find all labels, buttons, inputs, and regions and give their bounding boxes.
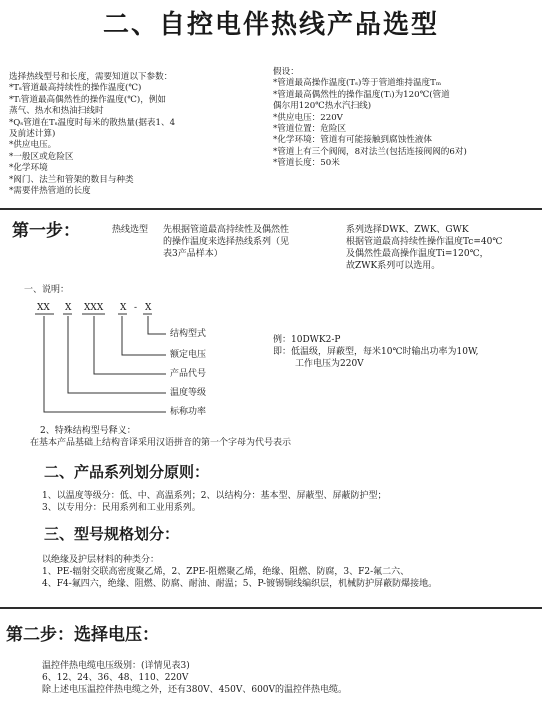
param-line: *化学环境 [9,163,48,174]
series-line: 根据管道最高持续性操作温度Tc=40℃ [346,237,503,247]
param-line: *阀门、法兰和管架的数目与种类 [9,174,134,185]
series-line: 及偶然性最高操作温度Ti=120℃， [346,249,489,259]
code-group: - [134,303,138,313]
assumption-line: 假设： [273,67,299,77]
step2-body [42,660,347,696]
code-item: 标称功率 [170,407,207,417]
voltage-line: 温控伴热电缆电压级别：(详情见表3) [42,661,190,671]
section2-body [42,490,386,514]
section3-line: 4、F4-氟四六，绝缘、阻燃、防腐、耐油、耐温；5、P-镀锡铜线编织层，机械防护屏蔽防爆接地。 [42,579,438,589]
desc-line: 的操作温度来选择热线系列（见 [163,237,290,247]
section2-heading: 二、产品系列划分原则： [44,463,210,481]
section3-heading: 三、型号规格划分： [44,525,180,543]
param-line: *Tₛ管道最高持续性的操作温度(℃) [9,83,142,94]
param-line: *一般区或危险区 [9,151,74,162]
param-line: 选择热线型号和长度，需要知道以下参数： [9,72,173,82]
param-line: *供应电压。 [9,140,57,151]
page-title: 二、自控电伴热线产品选型 [102,10,439,40]
code-item: 温度等级 [170,388,207,398]
special-structure [30,425,291,449]
example-line: 即：低温级，屏蔽型，每米10℃时输出功率为10W, [273,347,479,357]
code-item: 结构型式 [170,329,207,339]
param-line: *Tᵢ管道最高偶然性的操作温度(℃)，例如 [9,94,166,105]
step1-heading: 第一步： [12,221,80,241]
series-line: 故ZWK系列可以选用。 [346,261,441,271]
code-group: X [65,303,72,313]
section3-line: 1、PE-辐射交联高密度聚乙烯，2、ZPE-阻燃聚乙烯，绝缘、阻燃、防腐，3、F2-氟二六、 [42,567,410,577]
model-example [273,334,479,370]
assumption-line: *管道位置：危险区 [273,124,347,135]
assumption-line: 偶尔用120℃热水汽扫线) [273,101,372,112]
param-line: *Qₛ管道在Tₛ温度时每米的散热量(据表1、4 [9,117,176,128]
param-line: 及前述计算) [9,129,56,140]
code-group: X [145,303,152,313]
section2-line: 3、以专用分：民用系列和工业用系列。 [42,503,201,513]
step1-label: 热线选型 [112,225,149,235]
assumption-line: *管道上有三个阀阀，8对法兰(包括连接阀阀的6对) [273,146,467,157]
special-line: 2、特殊结构型号释义： [40,426,136,436]
special-line: 在基本产品基础上结构音译采用汉语拼音的第一个字母为代号表示 [30,438,292,448]
param-line: 蒸气、热水和热油扫线时 [9,106,104,117]
code-item: 产品代号 [170,369,207,379]
section2-line: 1、以温度等级分：低、中、高温系列；2、以结构分：基本型、屏蔽型、屏蔽防护型； [42,491,387,501]
example-line: 工作电压为220V [295,359,364,369]
assumption-line: *供应电压：220V [273,112,343,123]
voltage-line: 6、12、24、36、48、110、220V [42,673,189,683]
param-line: *需要伴热管道的长度 [9,186,91,197]
assumption-line: *管道最高偶然性的操作温度(Tᵢ)为120℃(管道 [273,89,450,100]
series-line: 系列选择DWK、ZWK、GWK [346,225,469,235]
section3-line: 以绝缘及护层材料的种类分： [42,555,160,565]
code-group: XXX [84,303,104,313]
desc-line: 先根据管道最高持续性及偶然性 [163,225,290,235]
assumption-line: *管道最高操作温度(Tₛ)等于管道维持温度Tₘ [273,78,442,89]
code-item: 额定电压 [170,350,207,360]
explain-label: 一、说明： [24,285,70,295]
code-group: X [120,303,127,313]
example-line: 例：10DWK2-P [273,335,341,345]
voltage-line: 除上述电压温控伴热电缆之外，还有380V、450V、600V的温控伴热电缆。 [42,685,348,695]
code-group: XX [37,303,50,313]
assumption-line: *化学环境：管道有可能接触到腐蚀性液体 [273,135,432,146]
desc-line: 表3产品样本） [163,249,223,259]
step2-heading: 第二步：选择电压： [6,625,159,645]
divider [0,607,542,609]
section3-body [42,554,437,590]
assumption-line: *管道长度：50米 [273,158,340,169]
